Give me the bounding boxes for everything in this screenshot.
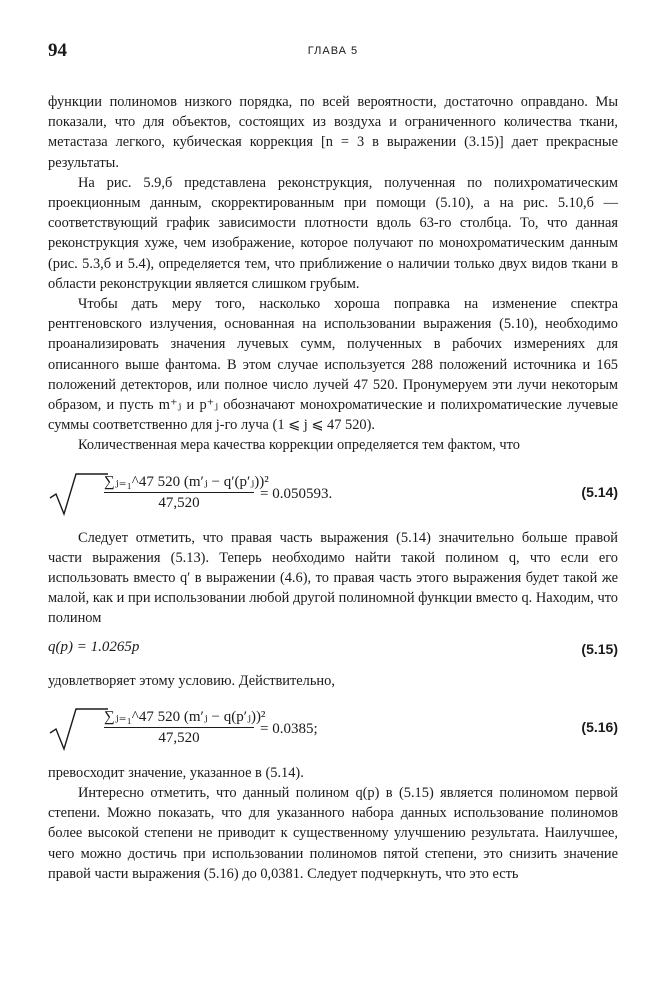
paragraph: На рис. 5.9,б представлена реконструкция, полученная по полихроматическим проекционным данным, скорректированным при помощи (5.10), а на рис. 5.10,б — соответствующий график зависимости плотности вдоль 63-го столбца. То, что данная реконструкция хуже, чем изображение, которое получают по монохроматическим данным (рис. 5.3,б и 5.4), определяется тем, что приближение о наличии только двух видов ткани в области реконструкции является слишком грубым.	[48, 174, 618, 292]
paragraph: Интересно отметить, что данный полином q(p) в (5.15) является полиномом первой степени. Можно показать, что для указанного набора данных использование полиномов более высокой степени не приводит к существенному улучшению результата. Наилучшее, чего можно достичь при использовании полиномов пятой степени, это снизить значение правой части выражения (5.16) до 0,0381. Следует подчеркнуть, что это есть	[48, 785, 618, 882]
equation-5-15	[48, 639, 618, 661]
sqrt-symbol	[48, 472, 108, 516]
page-body	[48, 92, 618, 884]
equation-number: (5.15)	[581, 640, 618, 657]
sqrt-symbol	[48, 707, 108, 751]
equation-numerator: ∑ⱼ₌₁^47 520 (m′ⱼ − q′(p′ⱼ))²	[104, 472, 254, 493]
equation-denominator: 47,520	[158, 494, 200, 511]
equation-5-14	[48, 472, 618, 512]
equation-rhs: = 0.0385;	[260, 720, 318, 737]
paragraph: Количественная мера качества коррекции определяется тем фактом, что	[78, 437, 520, 454]
paragraph: превосходит значение, указанное в (5.14).	[48, 764, 304, 781]
equation-numerator: ∑ⱼ₌₁^47 520 (m′ⱼ − q(p′ⱼ))²	[104, 707, 254, 728]
chapter-title: ГЛАВА 5	[307, 45, 359, 57]
page-number: 94	[48, 40, 67, 61]
page-header	[48, 40, 618, 64]
paragraph: функции полиномов низкого порядка, по всей вероятности, достаточно оправдано. Мы показали, что для объектов, состоящих из воздуха и ограниченного количества ткани, метастаза легкого, кубическая коррекция [n = 3 в выражении (3.15)] дает прекрасные результаты.	[48, 94, 618, 171]
paragraph: удовлетворяет этому условию. Действительно,	[48, 672, 335, 689]
equation-number: (5.14)	[581, 483, 618, 500]
paragraph: Следует отметить, что правая часть выражения (5.14) значительно больше правой части выражения (5.13). Теперь необходимо найти такой полином q, что если его использовать вместо q′ в выражении (4.6), то правая часть этого выражения будет такой же малой, как и при использовании любой другой полиномной функции вместо q. Находим, что полином	[48, 529, 618, 627]
equation-5-16	[48, 707, 618, 747]
fraction	[104, 472, 269, 512]
paragraph: Чтобы дать меру того, насколько хороша поправка на изменение спектра рентгеновского излучения, основанная на использовании выражения (5.10), необходимо проанализировать значения лучевых сумм, полученных в рабочих измерениях для описанного выше фантома. В этом случае используется 288 положений источника и 165 положений детекторов, или полное число лучей 47 520. Пронумеруем эти лучи некоторым образом, и пусть m⁺ⱼ и p⁺ⱼ обозначают монохроматические и полихроматические лучевые суммы соответственно для j-го луча (1 ⩽ j ⩽ 47 520).	[48, 296, 618, 434]
equation-text: q(p) = 1.0265p	[48, 638, 140, 655]
equation-denominator: 47,520	[158, 729, 200, 746]
equation-rhs: = 0.050593.	[260, 485, 333, 502]
equation-number: (5.16)	[581, 718, 618, 735]
fraction	[104, 707, 266, 747]
